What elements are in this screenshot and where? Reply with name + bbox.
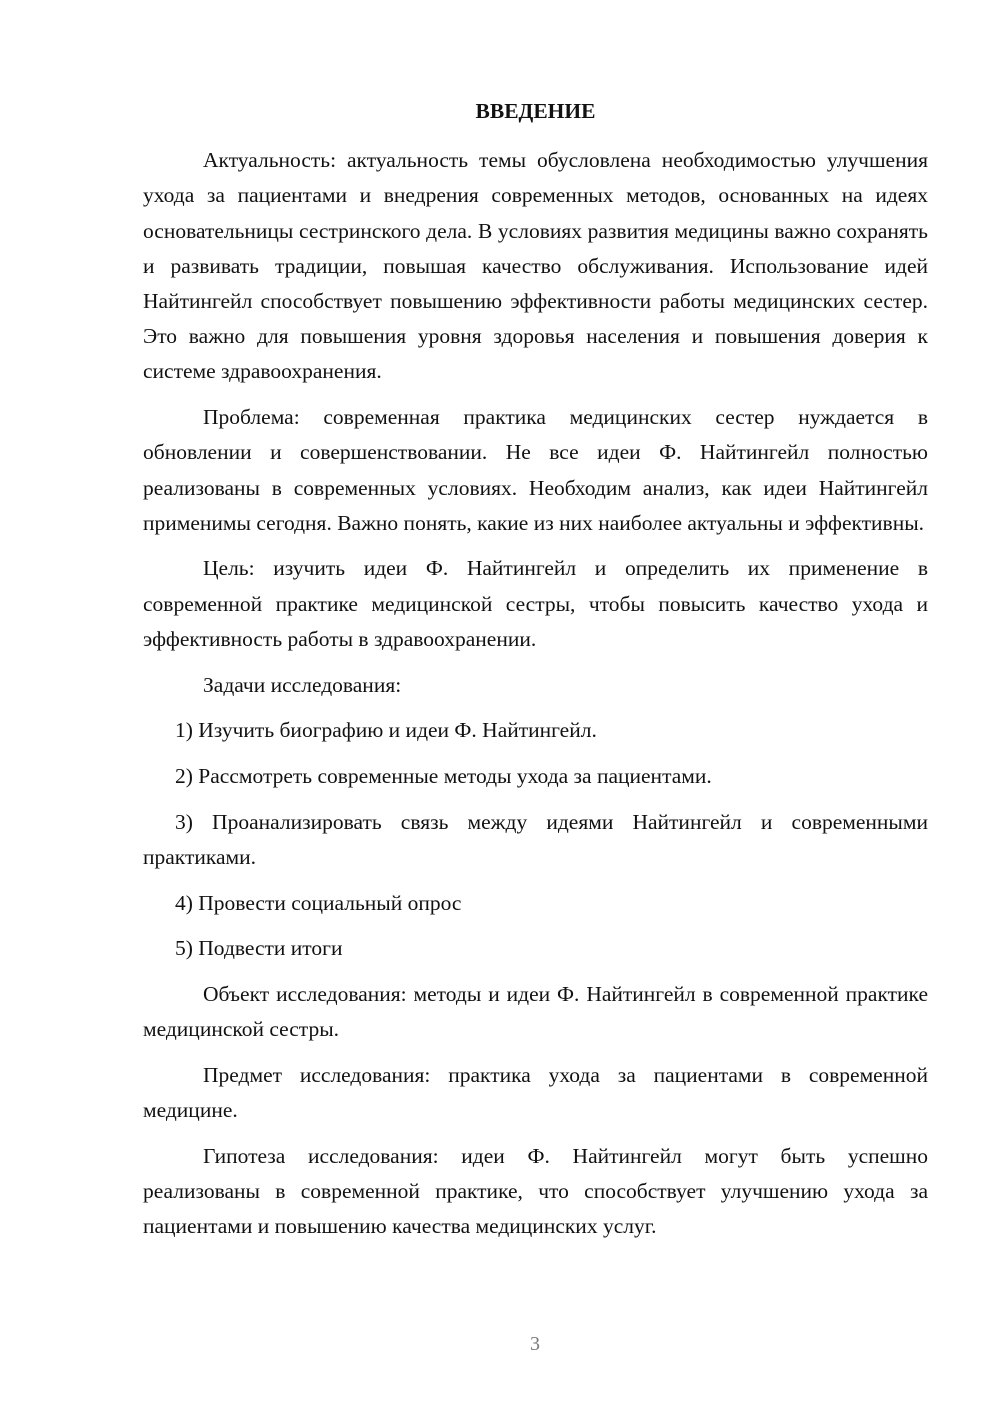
section-heading: ВВЕДЕНИЕ xyxy=(475,99,596,123)
object-paragraph: Объект исследования: методы и идеи Ф. Найтингейл в современной практике медицинской сестры. xyxy=(143,981,928,1042)
task-item-1: 1) Изучить биографию и идеи Ф. Найтингейл. xyxy=(175,718,597,743)
hypothesis-paragraph: Гипотеза исследования: идеи Ф. Найтингейл могут быть успешно реализованы в современной практике, что способствует улучшению ухода за пациентами и повышению качества медицинских услуг. xyxy=(143,1143,928,1239)
task-item-4: 4) Провести социальный опрос xyxy=(175,890,462,915)
tasks-title: Задачи исследования: xyxy=(203,672,402,697)
subject-paragraph: Предмет исследования: практика ухода за пациентами в современной медицине. xyxy=(143,1062,928,1123)
task-item-3: 3) Проанализировать связь между идеями Найтингейл и современными практиками. xyxy=(143,809,928,869)
relevance-paragraph: Актуальность: актуальность темы обусловлена необходимостью улучшения ухода за пациентами и внедрения современных методов, основанных на идеях основательницы сестринского дела. В условиях развития медицины важно сохранять и развивать традиции, повышая качество обслуживания. Использование идей Найтингейл способствует повышению эффективности работы медицинских сестер. Это важно для повышения уровня здоровья населения и повышения доверия к системе здравоохранения. xyxy=(143,148,928,384)
page-content xyxy=(143,94,928,1255)
page-number: 3 xyxy=(530,1333,540,1355)
task-item-2: 2) Рассмотреть современные методы ухода за пациентами. xyxy=(175,763,712,788)
goal-paragraph: Цель: изучить идеи Ф. Найтингейл и определить их применение в современной практике медицинской сестры, чтобы повысить качество ухода и эффективность работы в здравоохранении. xyxy=(143,556,928,651)
task-item-5: 5) Подвести итоги xyxy=(175,936,343,961)
problem-paragraph: Проблема: современная практика медицинских сестер нуждается в обновлении и совершенствовании. Не все идеи Ф. Найтингейл полностью реализованы в современных условиях. Необходим анализ, как идеи Найтингейл применимы сегодня. Важно понять, какие из них наиболее актуальны и эффективны. xyxy=(143,405,928,535)
